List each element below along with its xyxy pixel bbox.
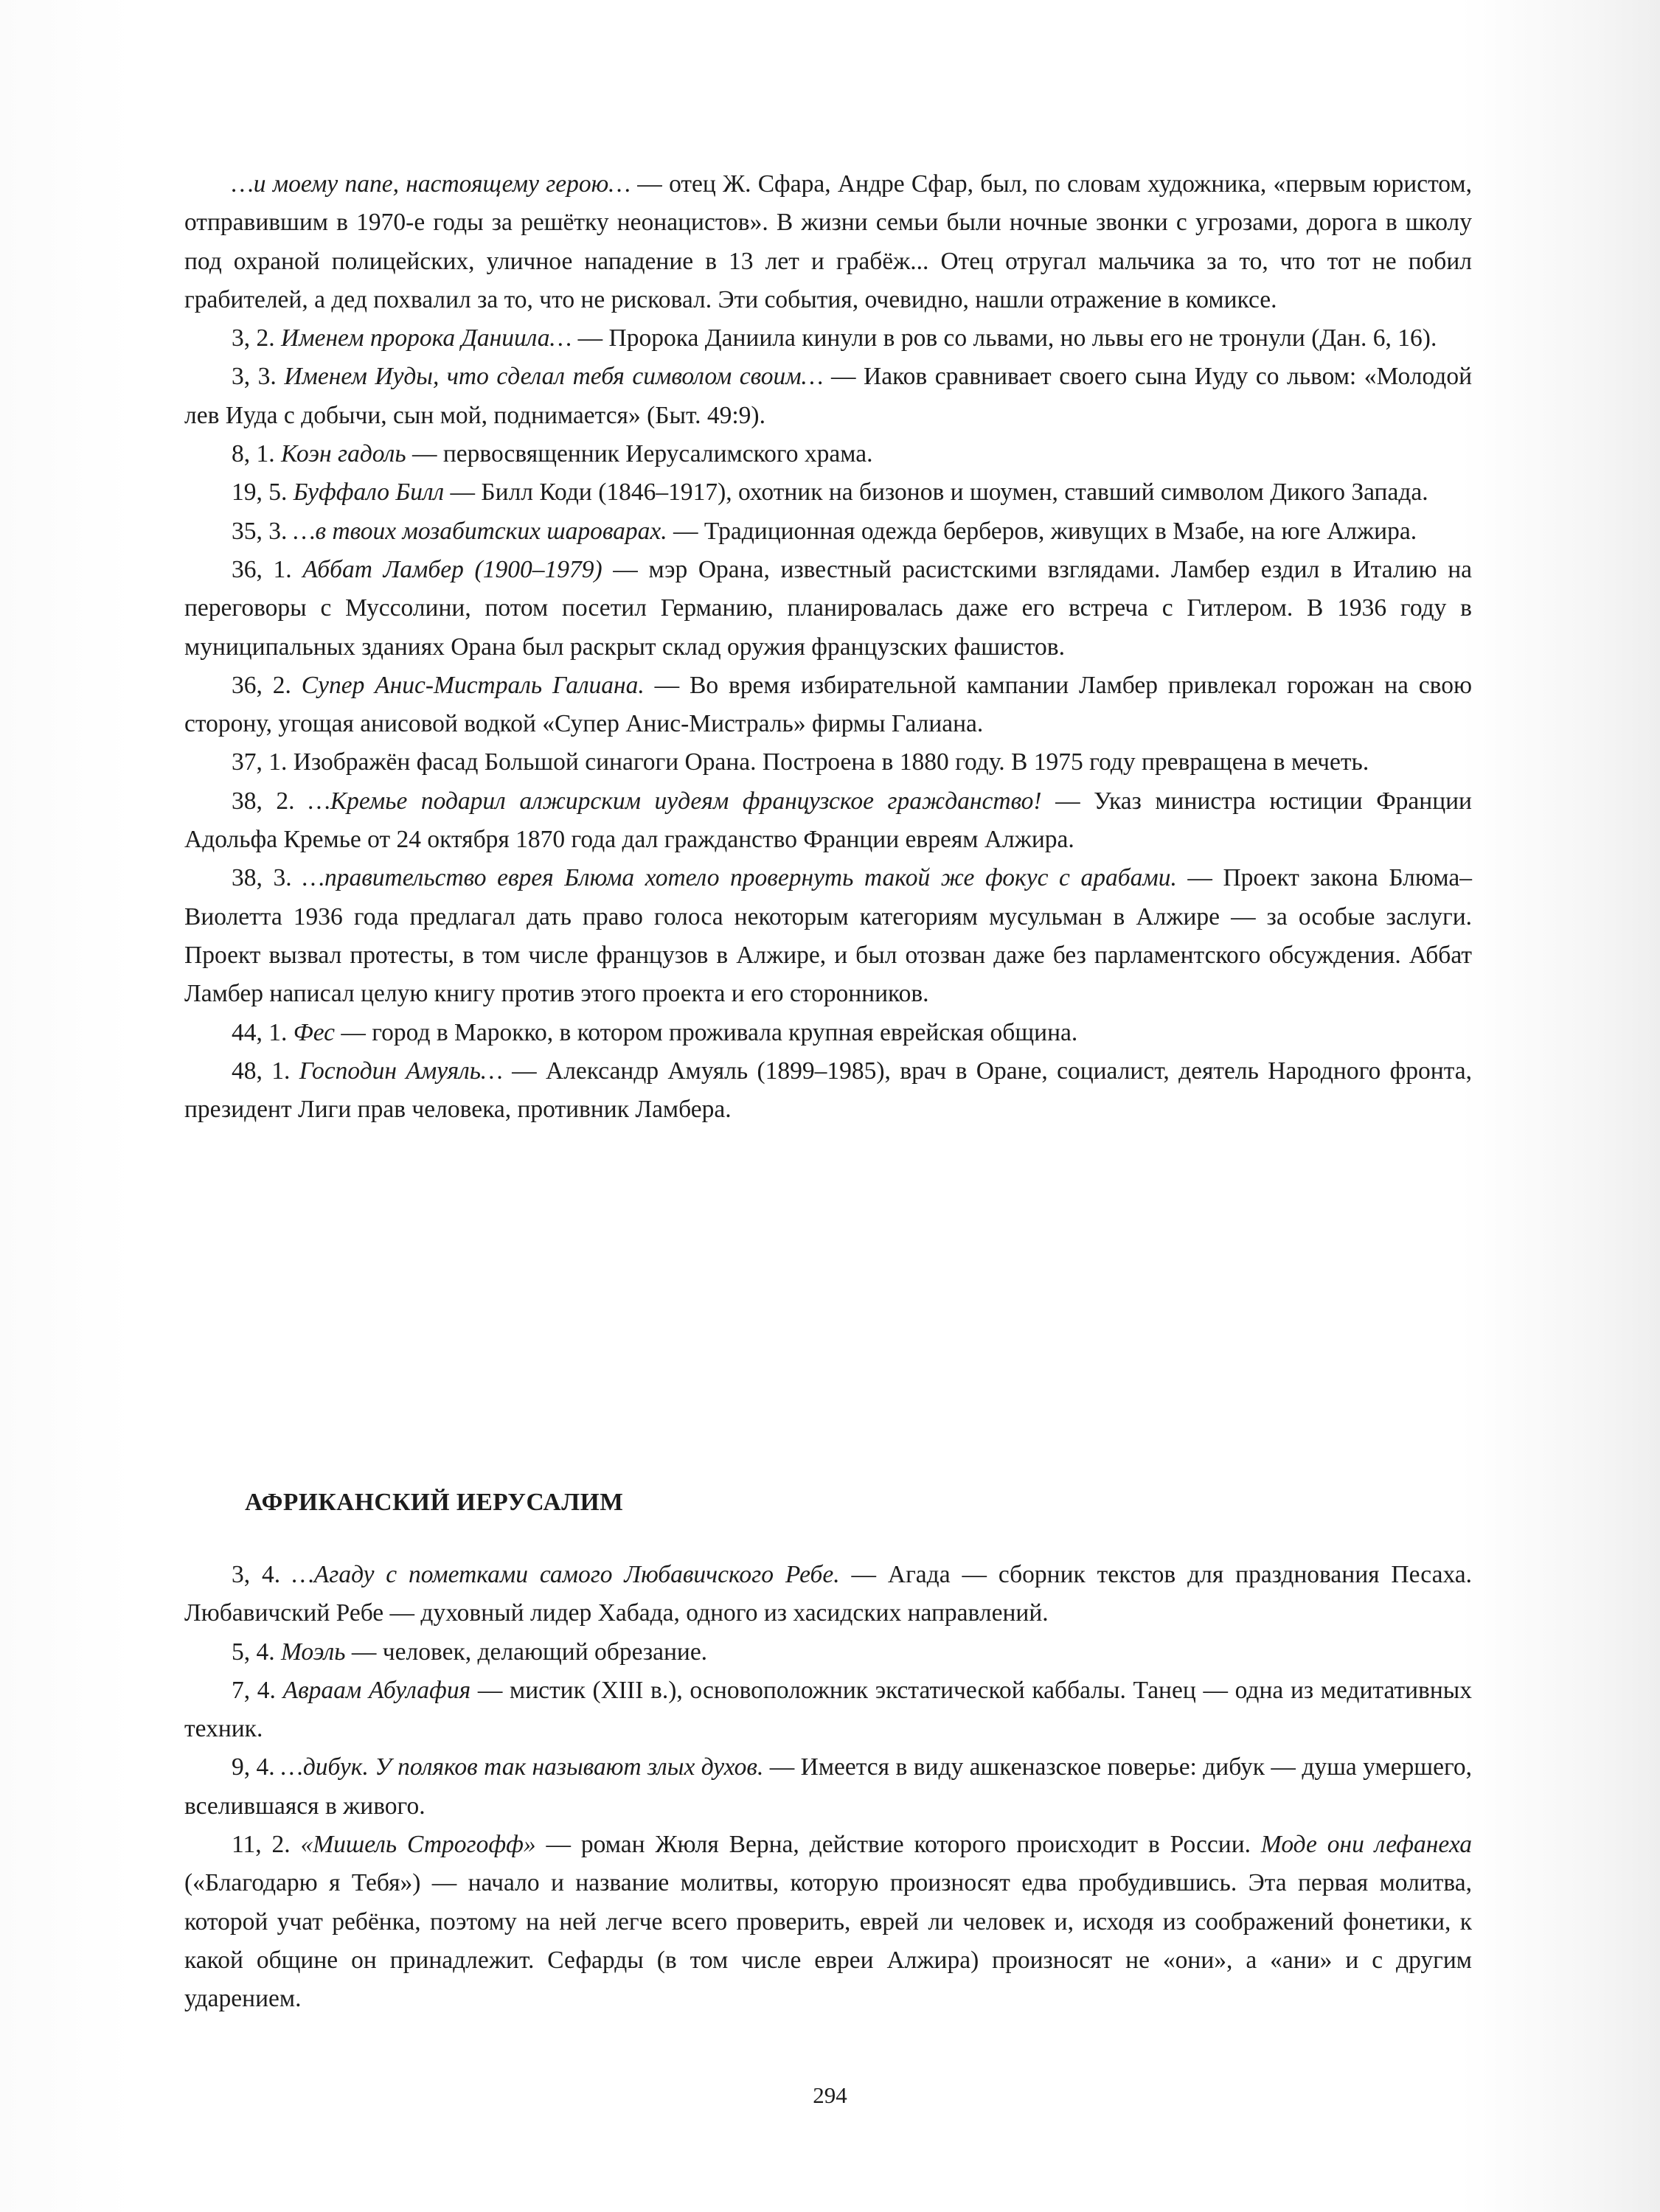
text-run: — отец Ж. Сфара, Андре Сфар, был, по словам художника, «первым юристом, отправившим в 1970-е годы за решётку неонацистов». В жизни семьи были ночные звонки с угрозами, дорога в школу под охраной полицейских, уличное нападение в 13 лет и грабёж... Отец отругал мальчика за то, что тот не побил грабителей, а дед похвалил за то, что не рисковал. Эти события, очевидно, нашли отражение в комиксе. — [184, 170, 1472, 313]
note-paragraph — [184, 1748, 1472, 1826]
notes-section-1 — [184, 165, 1472, 1129]
text-run: 3, 3. — [232, 363, 285, 391]
text-run: 11, 2. — [232, 1831, 301, 1859]
italic-term: …в твоих мозабитских шароварах. — [293, 517, 667, 545]
text-run: 38, 3. — [232, 864, 303, 892]
note-paragraph — [184, 859, 1472, 1013]
italic-term: Аббат Ламбер (1900–1979) — [302, 555, 602, 583]
text-run: 36, 1. — [232, 555, 303, 583]
note-paragraph — [184, 473, 1472, 512]
note-paragraph — [184, 435, 1472, 473]
note-paragraph — [184, 512, 1472, 551]
text-run: — Агада — сборник текстов для празднования Песаха. Любавичский Ребе — духовный лидер Хабада, одного из хасидских направлений. — [184, 1561, 1473, 1627]
italic-term: Буффало Билл — [293, 479, 445, 507]
note-paragraph — [184, 165, 1472, 319]
italic-term: Авраам Абулафия — [282, 1676, 471, 1704]
text-run: 44, 1. — [232, 1018, 294, 1046]
text-run: 19, 5. — [232, 479, 294, 507]
text-run: 37, 1. Изображён фасад Большой синагоги Орана. Построена в 1880 году. В 1975 году превращена в мечеть. — [232, 748, 1369, 776]
note-paragraph — [184, 1556, 1472, 1633]
italic-term: Супер Анис-Мистраль Галиана. — [301, 671, 645, 699]
italic-term: Господин Амуяль… — [299, 1057, 503, 1085]
text-run: 8, 1. — [232, 440, 281, 468]
note-paragraph — [184, 1633, 1472, 1672]
text-run: 9, 4. — [232, 1753, 282, 1781]
italic-term: …Агаду с пометками самого Любавичского Ребе. — [292, 1561, 840, 1588]
text-run: 3, 2. — [232, 324, 281, 352]
text-run: — роман Жюля Верна, действие которого происходит в России. — [535, 1831, 1261, 1859]
text-run: — первосвященник Иерусалимского храма. — [406, 440, 873, 468]
text-run: 3, 4. — [232, 1561, 292, 1588]
text-run: 35, 3. — [232, 517, 294, 545]
text-run: 7, 4. — [232, 1676, 283, 1704]
italic-term: Именем Иуды, что сделал тебя символом своим… — [284, 363, 824, 391]
text-run: 5, 4. — [232, 1638, 281, 1666]
text-run: — Указ министра юстиции Франции Адольфа Кремье от 24 октября 1870 года дал гражданство Франции евреям Алжира. — [184, 787, 1472, 854]
italic-term: «Мишель Строгофф» — [300, 1831, 536, 1859]
text-run: — Иаков сравнивает своего сына Иуду со львом: «Молодой лев Иуда с добычи, сын мой, поднимается» (Быт. 49:9). — [184, 363, 1472, 429]
note-paragraph — [184, 743, 1472, 782]
text-run: («Благодарю я Тебя») — начало и название молитвы, которую произносят едва пробудившись. Эта первая молитва, которой учат ребёнка, поэтому на ней легче всего проверить, еврей ли человек и, исходя из соображений фонетики, к какой общине он принадлежит. Сефарды (в том числе евреи Алжира) произносят не «они», а «ани» и с другим ударением. — [184, 1869, 1472, 2013]
notes-section-2 — [184, 1556, 1472, 2019]
note-paragraph — [184, 319, 1472, 358]
italic-term: Фес — [293, 1018, 335, 1046]
italic-term: …дибук. У поляков так называют злых духов. — [281, 1753, 764, 1781]
note-paragraph — [184, 551, 1472, 667]
note-paragraph — [184, 667, 1472, 744]
italic-term: Коэн гадоль — [281, 440, 406, 468]
italic-term: …и моему папе, настоящему герою… — [232, 170, 631, 198]
note-paragraph — [184, 782, 1472, 860]
text-run: — город в Марокко, в котором проживала крупная еврейская община. — [335, 1018, 1078, 1046]
italic-term: Моэль — [281, 1638, 346, 1666]
text-run: — мистик (XIII в.), основоположник экстатической каббалы. Танец — одна из медитативных техник. — [184, 1676, 1473, 1743]
italic-term: Именем пророка Даниила… — [281, 324, 572, 352]
text-run: — Пророка Даниила кинули в ров со львами, но львы его не тронули (Дан. 6, 16). — [572, 324, 1437, 352]
text-run: — мэр Орана, известный расистскими взглядами. Ламбер ездил в Италию на переговоры с Муссолини, потом посетил Германию, планировалась даже его встреча с Гитлером. В 1936 году в муниципальных зданиях Орана был раскрыт склад оружия французских фашистов. — [184, 555, 1472, 661]
note-paragraph — [184, 358, 1472, 435]
italic-term: …правительство еврея Блюма хотело провернуть такой же фокус с арабами. — [302, 864, 1177, 892]
note-paragraph — [184, 1014, 1472, 1052]
text-run: — Во время избирательной кампании Ламбер привлекал горожан на свою сторону, угощая анисовой водкой «Супер Анис-Мистраль» фирмы Галиана. — [184, 671, 1472, 738]
italic-term: Моде они лефанеха — [1260, 1831, 1472, 1859]
text-run: — Традиционная одежда берберов, живущих в Мзабе, на юге Алжира. — [667, 517, 1417, 545]
text-run: — человек, делающий обрезание. — [345, 1638, 708, 1666]
text-run: — Проект закона Блюма–Виолетта 1936 года предлагал дать право голоса некоторым категориям мусульман в Алжире — за особые заслуги. Проект вызвал протесты, в том числе французов в Алжире, и был отозван даже без парламентского обсуждения. Аббат Ламбер написал целую книгу против этого проекта и его сторонников. — [184, 864, 1473, 1008]
italic-term: …Кремье подарил алжирским иудеям французское гражданство! — [308, 787, 1042, 815]
text-run: 48, 1. — [232, 1057, 299, 1085]
text-run: — Имеется в виду ашкеназское поверье: дибук — душа умершего, вселившаяся в живого. — [184, 1753, 1472, 1820]
page-number: 294 — [813, 2082, 847, 2108]
text-run: — Билл Коди (1846–1917), охотник на бизонов и шоумен, ставший символом Дикого Запада. — [444, 479, 1428, 507]
note-paragraph — [184, 1052, 1472, 1130]
note-paragraph — [184, 1672, 1472, 1749]
note-paragraph — [184, 1826, 1472, 2018]
text-run: 38, 2. — [232, 787, 309, 815]
text-run: 36, 2. — [232, 671, 302, 699]
section-heading: АФРИКАНСКИЙ ИЕРУСАЛИМ — [245, 1489, 624, 1516]
text-run: — Александр Амуяль (1899–1985), врач в Оране, социалист, деятель Народного фронта, президент Лиги прав человека, противник Ламбера. — [184, 1057, 1473, 1124]
